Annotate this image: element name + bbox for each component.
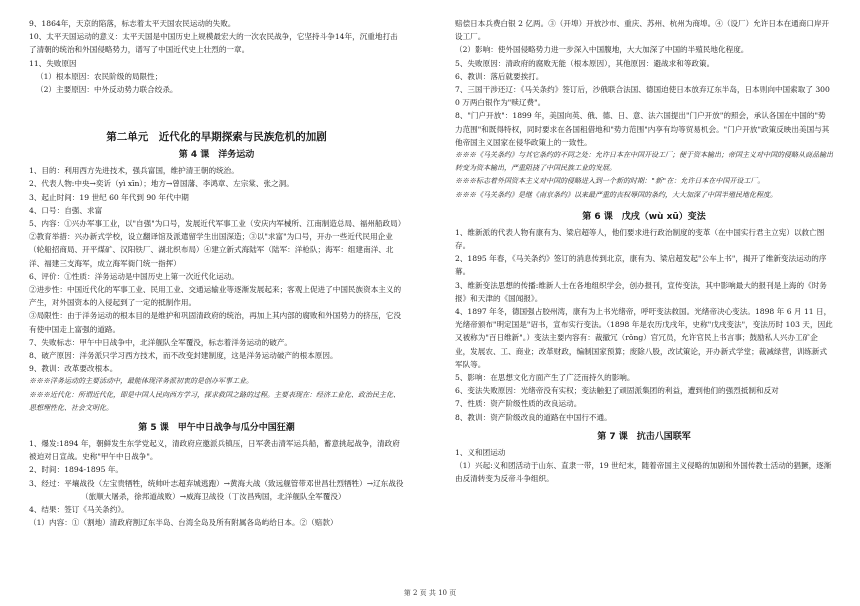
text-line: 1、义和团运动 <box>455 447 506 457</box>
text-line: 5、失败原因：清政府的腐败无能（根本原因），其他原因：避战求和等政策。 <box>455 58 715 68</box>
note-line: ※※※洋务运动的主要活动中，最能体现洋务派初衷的是创办军事工业。 <box>29 377 253 386</box>
lesson-6-title: 第 6 课 戊戌（wù xū）变法 <box>582 211 706 222</box>
text-line: ②进步性：中国近代化的军事工业、民用工业、交通运输业等逐渐发展起来；客观上促进了中国民族资本主义的产生，对外国资本的入侵起到了一定的抵制作用。 <box>29 285 402 308</box>
text-line: 9、1864年，天京的陷落，标志着太平天国农民运动的失败。 <box>29 19 236 28</box>
text-line: 2、1895 年春，《马关条约》签订的消息传到北京，康有为、梁启超发起"公车上书"，揭开了维新变法运动的序幕。 <box>455 254 827 277</box>
note-line: ※※※标志着外国资本主义对中国的侵略进入到一个新的时期："新"在：允许日本在中国开设工厂。 <box>455 177 765 186</box>
text-line: 8、教训：资产阶级改良的道路在中国行不通。 <box>455 412 612 422</box>
right-column <box>455 17 833 486</box>
text-line: 3、维新变法思想的传播:维新人士在各地组织学会，创办报刊，宣传变法，其中影响最大的报刊是上海的《时务报》和天津的《国闻报》。 <box>455 280 827 303</box>
text-line: 3、经过：平壤战役（左宝贵牺牲，统帅叶志超弃城逃跑）→黄海大战（致远舰管带邓世昌壮烈牺牲）→辽东战役（旅顺大屠杀，徐邦道战败）→威海卫战役（丁汝昌殉国，北洋舰队全军覆没） <box>29 478 404 501</box>
text-line: 2、时间：1894-1895 年。 <box>29 465 124 475</box>
unit-title: 第二单元 近代化的早期探索与民族危机的加剧 <box>106 131 327 144</box>
lesson-4-title: 第 4 课 洋务运动 <box>178 150 255 161</box>
note-line: ※※※近代化：所谓近代化，即是中国人民向西方学习，探求救国之路的过程。主要表现在：经济工业化、政治民主化、思想理性化、社会文明化。 <box>29 390 400 412</box>
text-line: 1、维新派的代表人物有康有为、梁启超等人，他们要求进行政治制度的变革（在中国实行君主立宪）以救亡图存。 <box>455 227 825 251</box>
lesson-7-title: 第 7 课 抗击八国联军 <box>597 431 691 442</box>
text-line: 6、教训：落后就要挨打。 <box>455 71 544 81</box>
text-line: （1）内容：①（割地）清政府割辽东半岛、台湾全岛及所有附属各岛屿给日本。②（赔款） <box>29 518 338 528</box>
text-line: 6、评价：①性质：洋务运动是中国历史上第一次近代化运动。 <box>29 271 239 281</box>
note-line: ※※※《马关条约》与其它条约的不同之处：允许日本在中国开设工厂；便于资本输出；帝国主义对中国的侵略从商品输出转变为资本输出，严重阻挠了中国民族工业的发展。 <box>455 151 833 173</box>
text-line: （2）主要原因：中外反动势力联合绞杀。 <box>36 85 178 95</box>
text-line: 7、失败标志：甲午中日战争中，北洋舰队全军覆没，标志着洋务运动的破产。 <box>29 337 293 347</box>
lesson-5-title: 第 5 课 甲午中日战争与瓜分中国狂潮 <box>138 423 295 434</box>
text-line: 5、内容：①兴办军事工业，以"自强"为口号，发展近代军事工业（安庆内军械所、江南制造总局、福州船政局）②教育举措：兴办新式学校，设立翻译馆及派遣留学生出国深造；③以"求富"为口号，开办一些近代民用企业（轮船招商局、开平煤矿、汉阳铁厂、湖北织布局）④建立新式海陆军（陆军：洋枪队；海军：组建南洋、北洋、福建三支海军，成立海军衙门统一指挥） <box>29 219 402 268</box>
text-line: （2）影响：使外国侵略势力进一步深入中国腹地，大大加深了中国的半殖民地化程度。 <box>455 45 749 55</box>
text-line: 7、三国干涉还辽：《马关条约》签订后，沙俄联合法国、德国迫使日本放弃辽东半岛，日本则向中国索取了 3000 万两白银作为"赎辽费"。 <box>455 85 830 108</box>
text-line: 5、影响：在思想文化方面产生了广泛而持久的影响。 <box>455 373 635 383</box>
text-line: 1、爆发:1894 年，朝鲜发生东学党起义，清政府应邀派兵镇压，日军袭击清军运兵船，蓄意挑起战争，清政府被迫对日宣战。史称"甲午中日战争"。 <box>29 439 400 462</box>
text-line: 1、目的：利用西方先进技术，强兵富国，维护清王朝的统治。 <box>29 166 239 176</box>
text-line: 6、变法失败原因：光绪帝没有实权；变法触犯了顽固派集团的利益，遭到他们的强烈抵制和反对 <box>455 386 779 396</box>
text-line: （1）兴起:义和团活动于山东、直隶一带，19 世纪末，随着帝国主义侵略的加剧和外国传教士活动的猖獗，逐渐由反清转变为反帝斗争组织。 <box>455 461 832 484</box>
text-line: 4、1897 年冬，德国强占胶州湾，康有为上书光绪帝，呼吁变法救国。光绪帝决心变法。1898 年 6 月 11 日，光绪帝颁布"明定国是"诏书，宣布实行变法。（1898 年是农历戊戌年，史称"戊戌变法"，变法历时 103 天，因此又被称为"百日维新"。）变法主要内容有：裁撤冗（rǒng）官冗员，允许官民上书言事；鼓励私人兴办工矿企业，发展农、工、商业；改革财政，编制国家预算；废除八股，改试策论，开办新式学堂；裁减绿营，训练新式军队等。 <box>455 307 833 369</box>
page-footer: 第 2 页 共 10 页 <box>403 589 457 597</box>
text-line: 4、口号：自强、求富 <box>29 205 103 215</box>
text-line: ③局限性：由于洋务运动的根本目的是维护和巩固清政府的统治，再加上其内部的腐败和外国势力的挤压，它没有使中国走上富强的道路。 <box>29 311 402 334</box>
note-line: ※※※《马关条约》是继《南京条约》以来最严重的丧权辱国的条约，大大加深了中国半殖民地化程度。 <box>455 190 777 199</box>
text-line: 11、失败原因 <box>29 58 77 68</box>
text-line: 3、起止时间：19 世纪 60 年代到 90 年代中期 <box>29 192 189 202</box>
text-line: 8、破产原因：洋务派只学习西方技术，而不改变封建制度，这是洋务运动破产的根本原因。 <box>29 351 338 361</box>
text-line: 4、结果：签订《马关条约》。 <box>29 505 129 515</box>
text-line: 7、性质：资产阶级性质的改良运动。 <box>455 399 582 409</box>
text-line: 2、代表人物:中央→奕䜣（yì xīn）；地方→曾国藩、李鸿章、左宗棠、张之洞。 <box>29 179 294 189</box>
text-line: 9、教训：改革要改根本。 <box>29 364 118 374</box>
text-line: 10、太平天国运动的意义：太平天国是中国历史上规模最宏大的一次农民战争，它坚持斗争14年，沉重地打击了清朝的统治和外国侵略势力，谱写了中国近代史上壮烈的一章。 <box>29 32 398 55</box>
text-line: 8、"门户开放"：1899 年，美国向英、俄、德、日、意、法六国提出"门户开放"的照会，承认各国在中国的"势力范围"和既得特权，同时要求在各国租借地和"势力范围"内享有均等贸易机会。"门户开放"政策反映出美国与其他帝国主义国家在侵华政策上的一致性。 <box>455 111 830 147</box>
text-line: 赔偿日本兵费白银 2 亿两。③（开埠）开放沙市、重庆、苏州、杭州为商埠。④（设厂）允许日本在通商口岸开设工厂。 <box>455 19 830 42</box>
left-column <box>29 17 404 530</box>
text-line: （1）根本原因：农民阶级的局限性； <box>36 71 163 81</box>
